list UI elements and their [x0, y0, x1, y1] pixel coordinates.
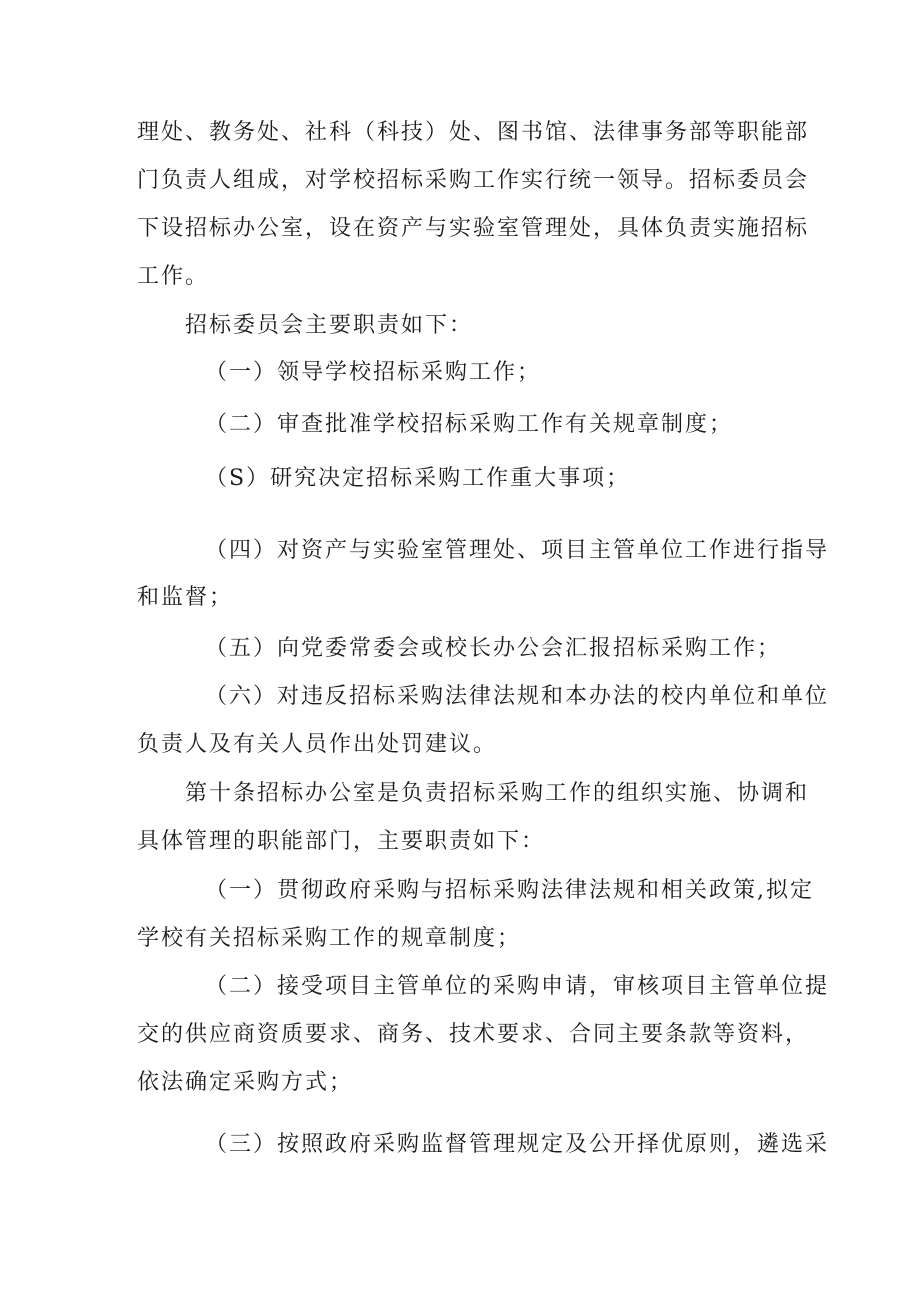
text-line: 招标委员会主要职责如下： [185, 313, 474, 338]
text-line: （一）领导学校招标采购工作； [205, 360, 542, 385]
text-line: 下设招标办公室，设在资产与实验室管理处，具体负责实施招标 [137, 216, 810, 241]
text-line: （S）研究决定招标采购工作重大事项； [205, 466, 631, 491]
text-line: 学校有关招标采购工作的规章制度； [137, 926, 522, 951]
text-line: 第十条招标办公室是负责招标采购工作的组织实施、协调和 [185, 781, 810, 806]
text-line: （三）按照政府采购监督管理规定及公开择优原则，遴选采 [205, 1132, 830, 1157]
text-line: 具体管理的职能部门，主要职责如下： [137, 829, 546, 854]
text-line: （四）对资产与实验室管理处、项目主管单位工作进行指导 [205, 538, 830, 563]
text-line: （一）贯彻政府采购与招标采购法律法规和相关政策,拟定 [205, 878, 814, 903]
text-line: 交的供应商资质要求、商务、技术要求、合同主要条款等资料， [137, 1022, 810, 1047]
text-line: 负责人及有关人员作出处罚建议。 [137, 732, 498, 757]
text-line: 理处、教务处、社科（科技）处、图书馆、法律事务部等职能部 [137, 120, 810, 145]
text-line: （二）接受项目主管单位的采购申请，审核项目主管单位提 [205, 974, 830, 999]
text-line: （六）对违反招标采购法律法规和本办法的校内单位和单位 [205, 684, 830, 709]
text-line: （二）审查批准学校招标采购工作有关规章制度； [205, 412, 734, 437]
text-line: 和监督； [137, 585, 234, 610]
text-line: 工作。 [137, 264, 210, 289]
text-line: 门负责人组成，对学校招标采购工作实行统一领导。招标委员会 [137, 168, 810, 193]
text-line: （五）向党委常委会或校长办公会汇报招标采购工作； [205, 636, 782, 661]
text-line: 依法确定采购方式； [137, 1070, 354, 1095]
